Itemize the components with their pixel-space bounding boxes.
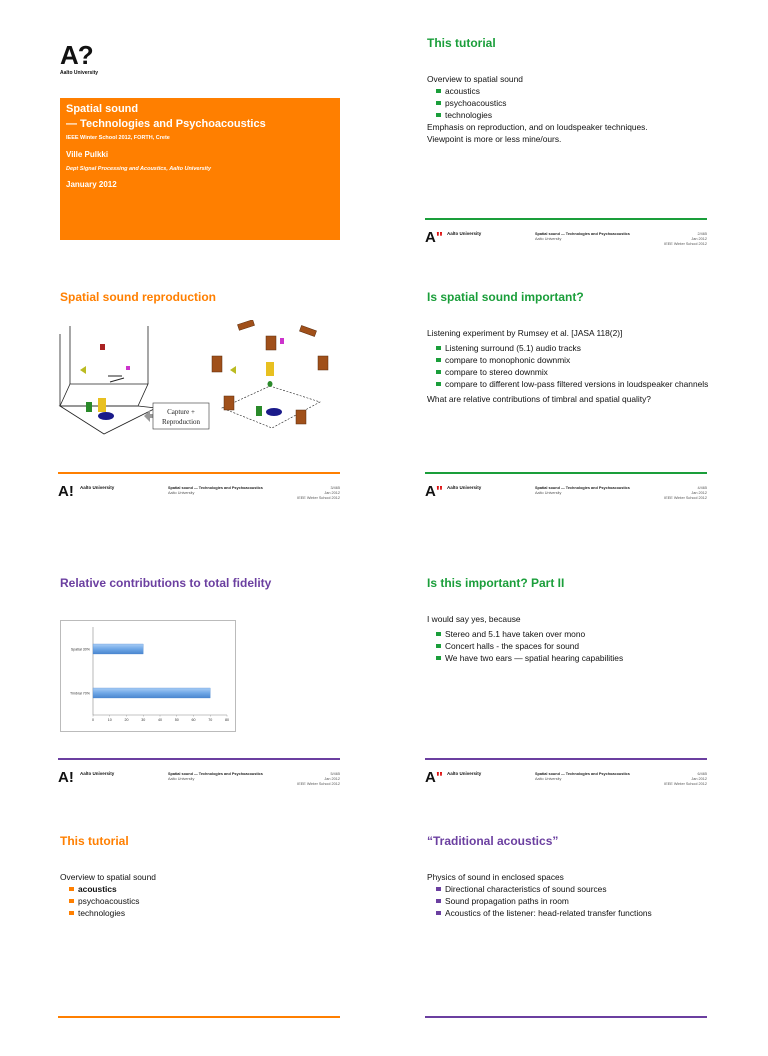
aalto-logo: A": [425, 229, 443, 246]
footer-rule: [58, 472, 340, 474]
bullet-square-icon: [436, 89, 441, 94]
bullet-square-icon: [436, 887, 441, 892]
footer-talk-title: Spatial sound — Technologies and Psychoacoustics: [535, 772, 630, 776]
title-block: [66, 102, 266, 132]
x-tick-label: 0: [92, 718, 94, 722]
aalto-logo: A": [425, 483, 443, 500]
chart-bar: [93, 644, 143, 654]
bullet-square-icon: [69, 899, 74, 904]
list-item-text: Stereo and 5.1 have taken over mono: [445, 628, 586, 639]
list-item-active: [60, 884, 345, 896]
footer-talk-title: Spatial sound — Technologies and Psychoacoustics: [168, 772, 263, 776]
footer-center: [535, 232, 630, 242]
slide-title-text: “Traditional acoustics”: [427, 834, 559, 848]
slide-traditional-acoustics: [425, 826, 715, 1056]
footer-date: Jan 2012: [324, 490, 340, 495]
instrument-icons: [80, 344, 130, 420]
list-item: [60, 896, 345, 908]
footer-university: Aalto University: [80, 485, 115, 490]
footer-right: [664, 232, 707, 247]
page-number: 5/465: [330, 772, 340, 776]
logo-university-text: Aalto University: [60, 70, 99, 76]
intro-text: I would say yes, because: [427, 614, 521, 624]
list-item-text: We have two ears — spatial hearing capabilities: [445, 652, 624, 663]
chart-bar: [93, 688, 210, 698]
bullet-square-icon: [69, 911, 74, 916]
footer-venue: Aalto University: [535, 776, 562, 781]
category-label: Timbral 70%: [69, 691, 90, 696]
footer-venue: Aalto University: [168, 490, 195, 495]
bullet-square-icon: [436, 899, 441, 904]
x-tick-label: 50: [174, 718, 179, 722]
reproduction-label: Reproduction: [161, 418, 201, 426]
footer-rule: [425, 1016, 707, 1018]
list-item-text: compare to different low-pass filtered versions in loudspeaker channels: [445, 378, 709, 389]
footer-center: [168, 772, 263, 782]
list-item-text: Concert halls - the spaces for sound: [445, 640, 580, 651]
footer-rule: [425, 758, 707, 760]
listener-icon: [268, 381, 273, 387]
question-text: What are relative contributions of timbral and spatial quality?: [427, 393, 651, 404]
footer-date: Jan 2012: [324, 776, 340, 781]
list-item: [427, 653, 712, 665]
list-item: [427, 884, 712, 896]
list-item: [427, 908, 712, 920]
bullet-square-icon: [69, 887, 74, 892]
slide-footer: [425, 770, 707, 788]
list-item-text: compare to stereo downmix: [445, 366, 548, 377]
bullet-list: [427, 86, 712, 122]
body-line: Emphasis on reproduction, and on loudspeaker techniques.: [427, 121, 648, 132]
footer-event: IEEE Winter School 2012: [297, 495, 340, 500]
presentation-date: January 2012: [66, 180, 117, 189]
capture-label: Capture +: [167, 408, 195, 416]
list-item-text: Acoustics of the listener: head-related transfer functions: [445, 907, 652, 918]
slide-title-text: Is this important? Part II: [427, 576, 565, 590]
x-tick-label: 40: [158, 718, 162, 722]
list-item-text: technologies: [445, 109, 493, 120]
list-item: [427, 629, 712, 641]
intro-text: Overview to spatial sound: [60, 872, 156, 882]
bullet-square-icon: [436, 370, 441, 375]
bullet-square-icon: [436, 911, 441, 916]
bullet-list: [427, 343, 712, 391]
title-box: [60, 98, 340, 240]
slide-footer: [58, 770, 340, 788]
intro-text: Physics of sound in enclosed spaces: [427, 872, 564, 882]
aalto-logo: A!: [58, 769, 74, 786]
bullet-list: [427, 629, 712, 665]
list-item-text: acoustics: [445, 85, 480, 96]
x-tick-label: 30: [141, 718, 146, 722]
title-line-2: — Technologies and Psychoacoustics: [66, 117, 266, 130]
footer-right: [664, 486, 707, 501]
fidelity-chart: [60, 620, 236, 732]
footer-right: [664, 772, 707, 787]
body-line: Viewpoint is more or less mine/ours.: [427, 133, 562, 144]
slide-title-text: This tutorial: [60, 834, 129, 848]
slide-body: [427, 74, 712, 146]
slide-body: [60, 872, 345, 920]
footer-university: Aalto University: [447, 485, 482, 490]
slide-footer: [58, 484, 340, 502]
x-tick-label: 70: [208, 718, 213, 722]
page-number: 4/465: [697, 486, 707, 490]
list-item: [427, 355, 712, 367]
list-item-text: psychoacoustics: [78, 895, 140, 906]
aalto-logo: A": [425, 769, 443, 786]
footer-venue: Aalto University: [535, 490, 562, 495]
slide-body: [427, 614, 712, 665]
slide-title-text: Is spatial sound important?: [427, 290, 584, 304]
x-tick-label: 10: [107, 718, 112, 722]
page-number: 6/465: [697, 772, 707, 776]
list-item-text: Directional characteristics of sound sources: [445, 883, 607, 894]
author-name: Ville Pulkki: [66, 150, 109, 159]
footer-center: [168, 486, 263, 496]
bar-chart-svg: [61, 621, 235, 731]
footer-event: IEEE Winter School 2012: [297, 781, 340, 786]
list-item: [427, 98, 712, 110]
affiliation: Dept Signal Processing and Acoustics, Aalto University: [66, 166, 212, 172]
footer-university: Aalto University: [447, 771, 482, 776]
list-item: [427, 367, 712, 379]
footer-talk-title: Spatial sound — Technologies and Psychoacoustics: [535, 232, 630, 236]
title-line-1: Spatial sound: [66, 103, 139, 115]
list-item-text: Listening surround (5.1) audio tracks: [445, 342, 581, 353]
slide-is-this-important-part-2: [425, 568, 715, 798]
page-number: 3/465: [330, 486, 340, 490]
list-item-text: acoustics: [78, 883, 117, 894]
footer-event: IEEE Winter School 2012: [664, 781, 707, 786]
footer-center: [535, 772, 630, 782]
slide-spatial-sound-reproduction: [58, 282, 348, 512]
footer-center: [535, 486, 630, 496]
slide-body: [427, 872, 712, 920]
slide-body: [427, 328, 712, 406]
list-item-text: compare to monophonic downmix: [445, 354, 571, 365]
bullet-square-icon: [436, 632, 441, 637]
bullet-square-icon: [436, 101, 441, 106]
list-item: [427, 379, 712, 391]
footer-venue: Aalto University: [535, 236, 562, 241]
footer-right: [297, 486, 340, 501]
slide-footer: [425, 230, 707, 248]
footer-university: Aalto University: [447, 231, 482, 236]
intro-text: Overview to spatial sound: [427, 74, 523, 84]
footer-date: Jan 2012: [691, 490, 707, 495]
footer-date: Jan 2012: [691, 236, 707, 241]
footer-rule: [425, 218, 707, 220]
aalto-logo: A!: [58, 483, 74, 500]
slide-title: [58, 28, 348, 258]
list-item: [60, 908, 345, 920]
list-item-text: technologies: [78, 907, 126, 918]
event-line: IEEE Winter School 2012, FORTH, Crete: [66, 135, 170, 141]
bullet-square-icon: [436, 358, 441, 363]
list-item-text: Sound propagation paths in room: [445, 895, 569, 906]
list-item: [427, 641, 712, 653]
footer-event: IEEE Winter School 2012: [664, 241, 707, 246]
slide-footer: [425, 484, 707, 502]
x-tick-label: 80: [225, 718, 229, 722]
list-item: [427, 86, 712, 98]
footer-rule: [58, 1016, 340, 1018]
bullet-list: [427, 884, 712, 920]
list-item: [427, 343, 712, 355]
footer-rule: [58, 758, 340, 760]
slide-this-tutorial-acoustics: [58, 826, 348, 1056]
bullet-square-icon: [436, 644, 441, 649]
footer-talk-title: Spatial sound — Technologies and Psychoacoustics: [535, 486, 630, 490]
bullet-square-icon: [436, 656, 441, 661]
slide-title-text: This tutorial: [427, 36, 496, 50]
slide-title-text: Spatial sound reproduction: [60, 290, 217, 304]
footer-university: Aalto University: [80, 771, 115, 776]
footer-rule: [425, 472, 707, 474]
bullet-list: [60, 884, 345, 920]
slide-this-tutorial: [425, 28, 715, 258]
slide-is-spatial-sound-important: [425, 282, 715, 512]
footer-date: Jan 2012: [691, 776, 707, 781]
list-item-text: psychoacoustics: [445, 97, 507, 108]
footer-talk-title: Spatial sound — Technologies and Psychoacoustics: [168, 486, 263, 490]
intro-text: Listening experiment by Rumsey et al. [JASA 118(2)]: [427, 328, 623, 338]
footer-event: IEEE Winter School 2012: [664, 495, 707, 500]
list-item: [427, 896, 712, 908]
slide-relative-contributions: [58, 568, 348, 798]
x-tick-label: 60: [191, 718, 196, 722]
bullet-square-icon: [436, 382, 441, 387]
x-tick-label: 20: [124, 718, 129, 722]
footer-venue: Aalto University: [168, 776, 195, 781]
reproduction-diagram: [58, 320, 340, 450]
list-item: [427, 110, 712, 122]
aalto-logo: A?: [60, 40, 93, 70]
page-number: 2/465: [697, 232, 707, 236]
bullet-square-icon: [436, 346, 441, 351]
microphone-icon: [108, 376, 124, 382]
category-label: Spatial 30%: [70, 647, 90, 652]
slide-title-text: Relative contributions to total fidelity: [60, 576, 272, 590]
footer-right: [297, 772, 340, 787]
bullet-square-icon: [436, 113, 441, 118]
